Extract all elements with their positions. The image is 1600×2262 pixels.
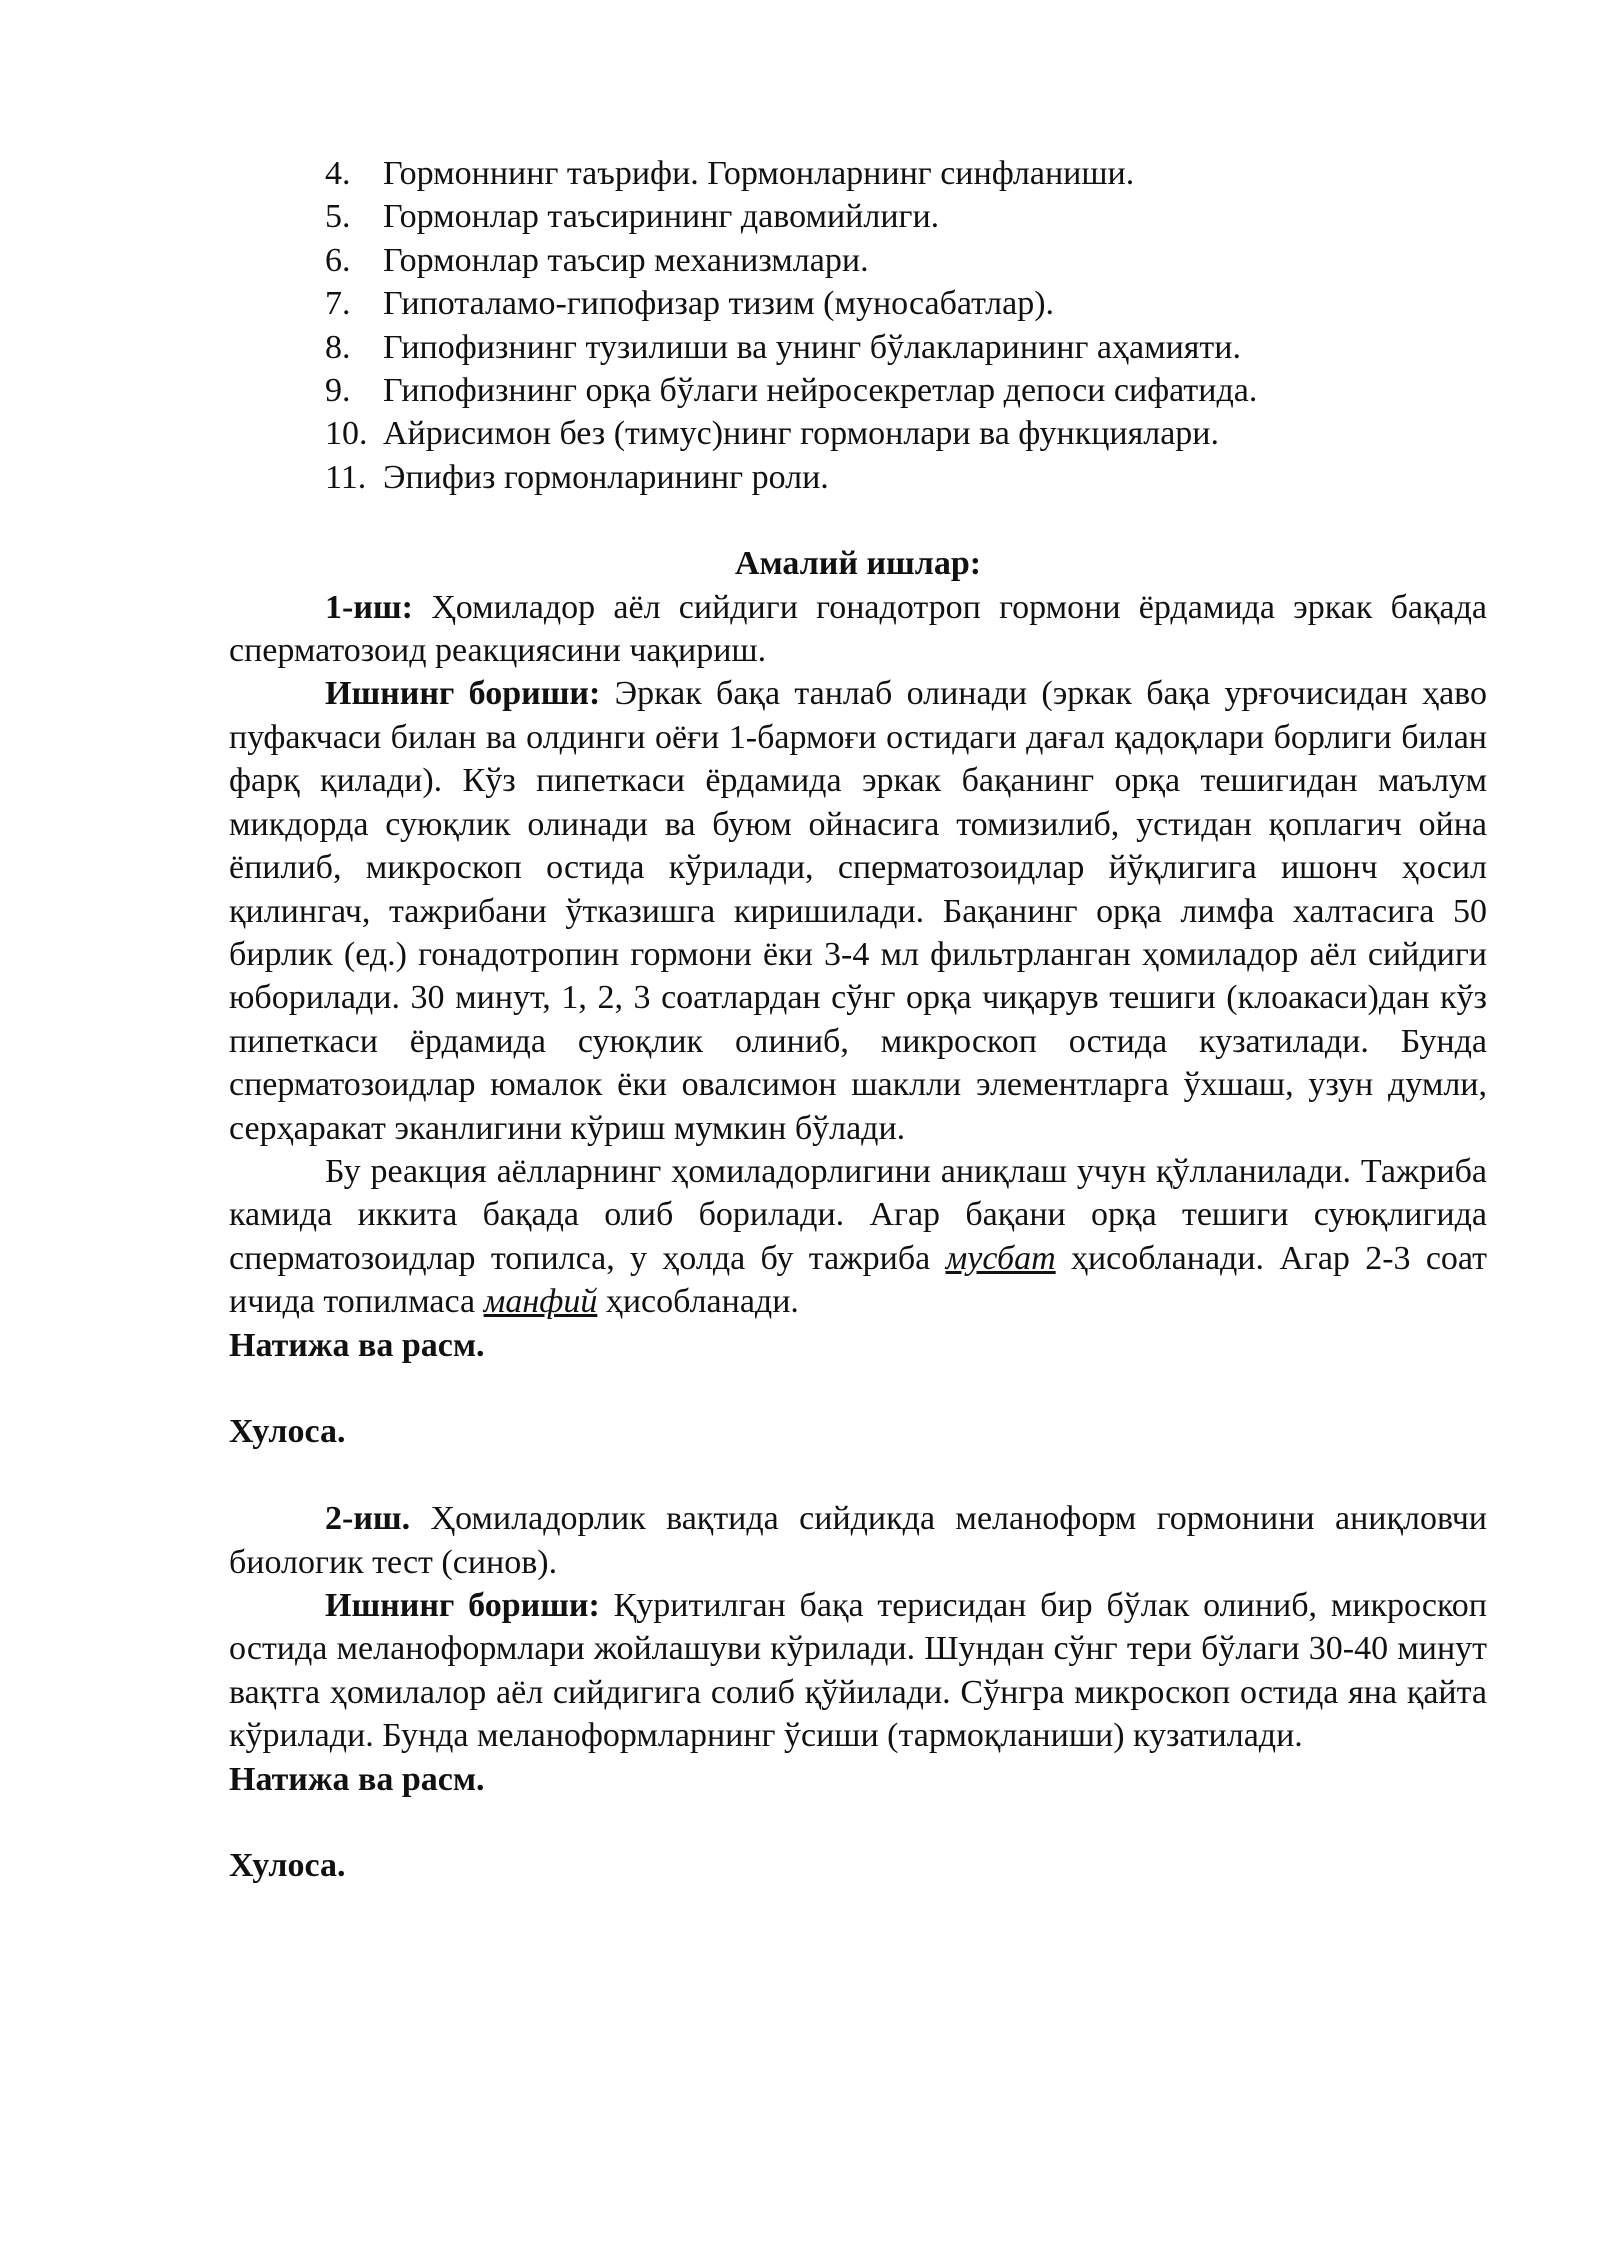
work2-procedure-label: Ишнинг бориши: <box>325 1586 600 1624</box>
list-item-number: 5. <box>325 198 351 236</box>
list-item-text: Гипофизнинг орқа бўлаги нейросекретлар депоси сифатида. <box>383 372 1258 410</box>
list-item <box>229 326 1487 369</box>
list-item-number: 8. <box>325 328 351 366</box>
work2-result-label: Натижа ва расм. <box>229 1760 485 1798</box>
work2-label: 2-иш. <box>325 1500 411 1538</box>
work1-usage-paragraph <box>229 1150 1487 1324</box>
practical-heading: Амалий ишлар: <box>734 545 982 583</box>
work1-usage-text-a: Бу реакция аёлларнинг ҳомиладорлигини аниқлаш учун қўлланилади. Тажриба камида иккита бақада олиб борилади. Агар бақани орқа тешиги суюқлигида сперматозоидлар топилса, у ҳолда бу тажриба <box>229 1152 1487 1277</box>
negative-term: манфий <box>483 1283 598 1321</box>
list-item-text: Гормонлар таъсир механизмлари. <box>383 241 869 279</box>
list-item-text: Гормонлар таъсирининг давомийлиги. <box>383 198 940 236</box>
work1-title: Ҳомиладор аёл сийдиги гонадотроп гормони ёрдамида эркак бақада сперматозоид реакциясини чақириш. <box>229 588 1487 670</box>
work1-procedure-paragraph <box>229 672 1487 1149</box>
list-item <box>229 282 1487 325</box>
list-item-number: 6. <box>325 241 351 279</box>
blank-line <box>229 1454 1487 1497</box>
list-item-number: 7. <box>325 285 351 323</box>
work1-usage-text-c: ҳисобланади. <box>597 1283 799 1321</box>
blank-line <box>229 1801 1487 1844</box>
list-item <box>229 456 1487 499</box>
document-body <box>229 152 1487 1888</box>
list-item-text: Гормоннинг таърифи. Гормонларнинг синфланиши. <box>383 155 1135 192</box>
list-item-number: 9. <box>325 372 351 410</box>
work1-usage-text-b: ҳисобланади. Агар 2-3 соат ичида топилмаса <box>229 1239 1487 1321</box>
list-item <box>229 412 1487 455</box>
work1-result-label: Натижа ва расм. <box>229 1326 485 1364</box>
list-item-text: Эпифиз гормонларининг роли. <box>383 458 829 496</box>
work2-title-paragraph <box>229 1497 1487 1584</box>
blank-line <box>229 1367 1487 1410</box>
list-item <box>229 239 1487 282</box>
list-item <box>229 195 1487 238</box>
list-item-text: Айрисимон без (тимус)нинг гормонлари ва функциялари. <box>383 415 1219 453</box>
work1-procedure-text: Эркак бақа танлаб олинади (эркак бақа урғочисидан ҳаво пуфакчаси билан ва олдинги оёғи 1-бармоғи остидаги дағал қадоқлари борлиги билан фарқ қилади). Кўз пипеткаси ёрдамида эркак бақанинг орқа тешигидан маълум микдорда суюқлик олинади ва буюм ойнасига томизилиб, устидан қоплагич ойна ёпилиб, микроскоп остида кўрилади, сперматозоидлар йўқлигига ишонч ҳосил қилингач, тажрибани ўтказишга киришилади. Бақанинг орқа лимфа халтасига 50 бирлик (ед.) гонадотропин гормони ёки 3-4 мл фильтрланган ҳомиладор аёл сийдиги юборилади. 30 минут, 1, 2, 3 соатлардан сўнг орқа чиқарув тешиги (клоакаси)дан кўз пипеткаси ёрдамида суюқлик олиниб, микроскоп остида кузатилади. Бунда сперматозоидлар юмалок ёки овалсимон шаклли элементларга ўхшаш, узун думли, серҳаракат эканлигини кўриш мумкин бўлади. <box>229 675 1487 1147</box>
work2-procedure-paragraph <box>229 1584 1487 1758</box>
list-item-text: Гипофизнинг тузилиши ва унинг бўлакларининг аҳамияти. <box>383 328 1241 366</box>
list-item <box>229 152 1487 195</box>
list-item-number: 4. <box>325 155 351 192</box>
topic-list <box>229 152 1487 499</box>
list-item-number: 10. <box>325 415 368 453</box>
work1-label: 1-иш: <box>325 588 413 626</box>
work2-conclusion-label: Хулоса. <box>229 1847 346 1885</box>
work1-procedure-label: Ишнинг бориши: <box>325 675 601 713</box>
work1-conclusion-label: Хулоса. <box>229 1413 346 1451</box>
work1-title-paragraph <box>229 586 1487 673</box>
work2-title: Ҳомиладорлик вақтида сийдикда меланоформ гормонини аниқловчи биологик тест (синов). <box>229 1500 1487 1581</box>
list-item-text: Гипоталамо-гипофизар тизим (муносабатлар). <box>383 285 1055 323</box>
positive-term: мусбат <box>945 1239 1056 1277</box>
list-item-number: 11. <box>325 458 367 496</box>
work2-procedure-text: Қуритилган бақа терисидан бир бўлак олиниб, микроскоп остида меланоформлари жойлашуви кўрилади. Шундан сўнг тери бўлаги 30-40 минут вақтга ҳомилалор аёл сийдигига солиб қўйилади. Сўнгра микроскоп остида яна қайта кўрилади. Бунда меланоформларнинг ўсиши (тармоқланиши) кузатилади. <box>229 1586 1487 1755</box>
list-item <box>229 369 1487 412</box>
